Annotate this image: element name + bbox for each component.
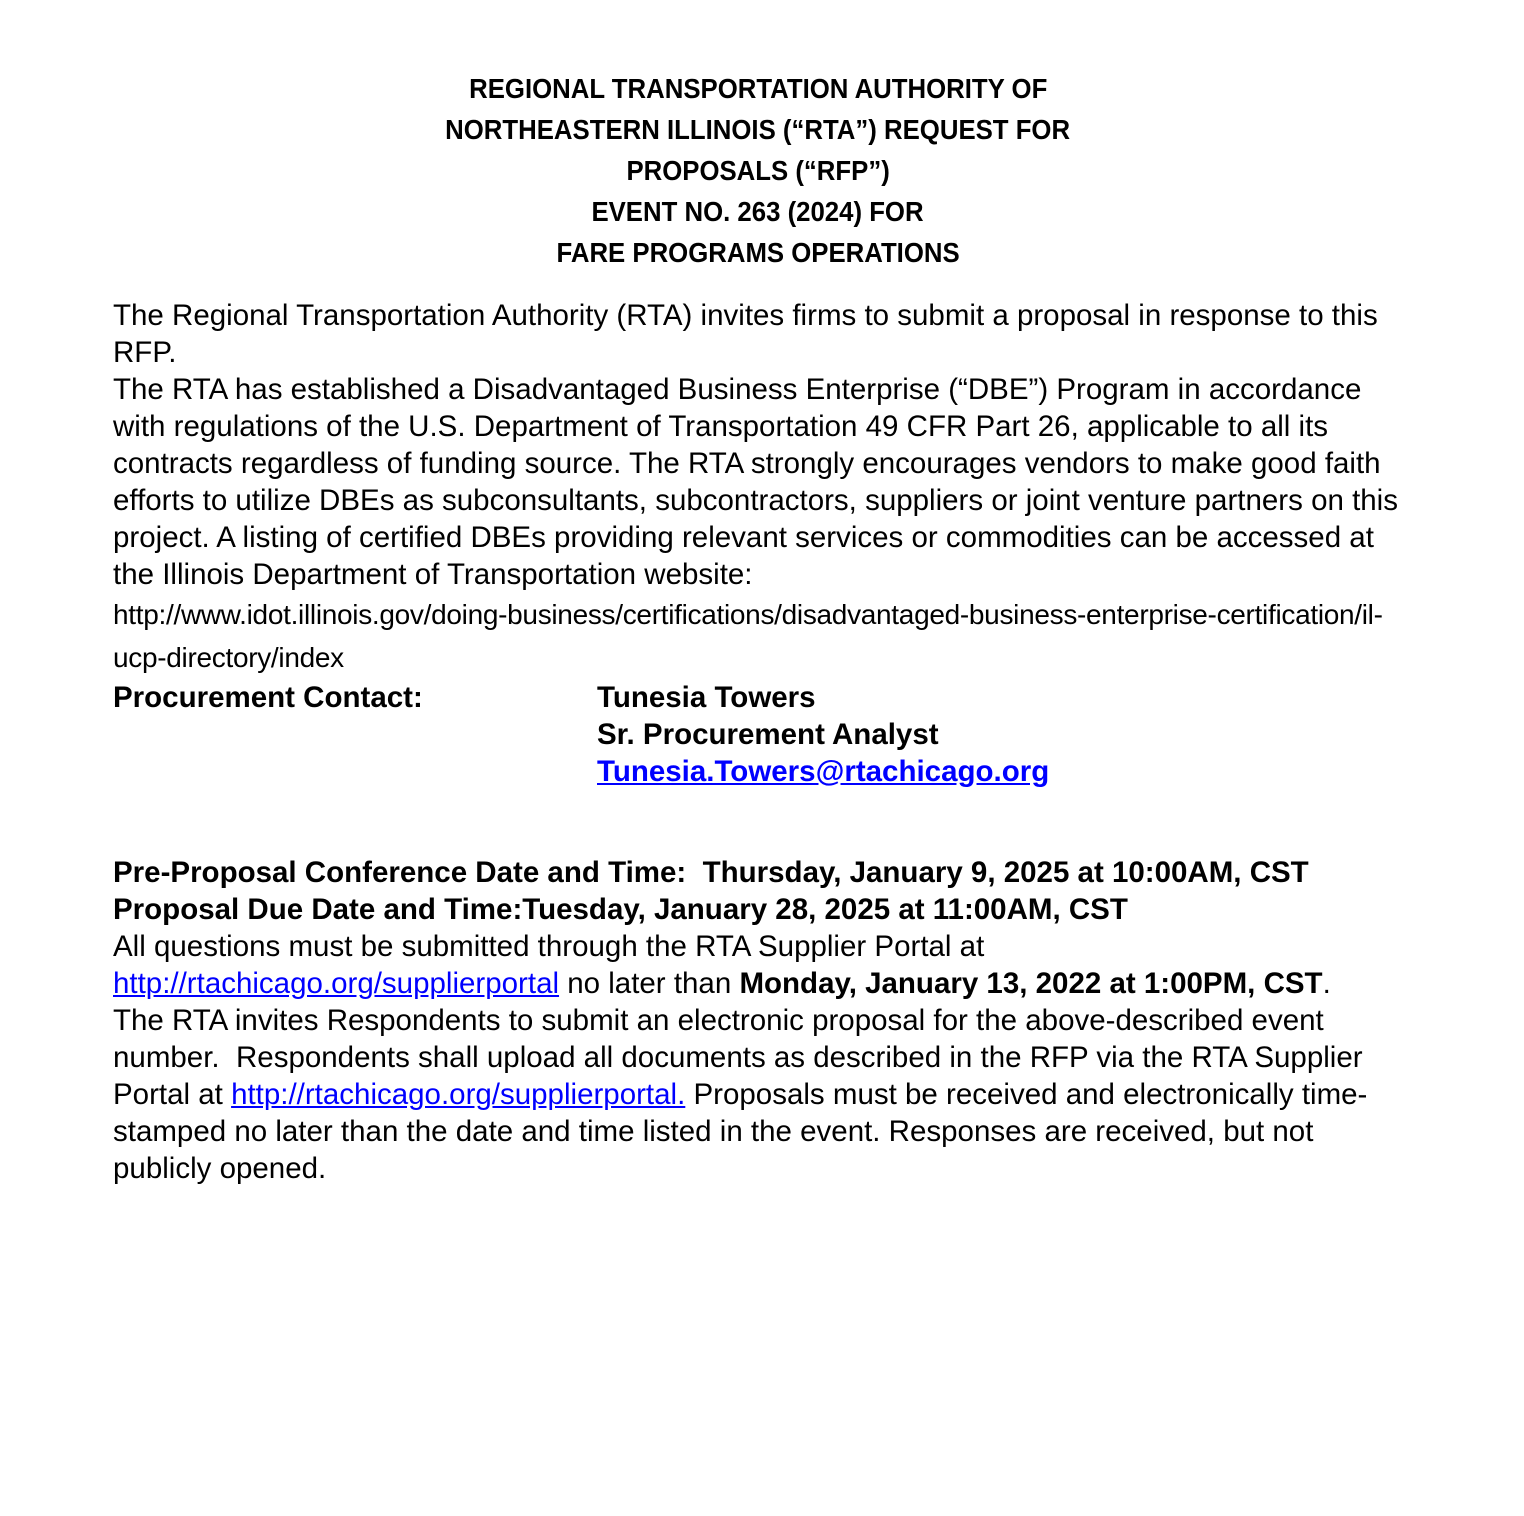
title-line-2: NORTHEASTERN ILLINOIS (“RTA”) REQUEST FOR [445, 114, 1071, 145]
questions-text-3: . [1322, 967, 1331, 1000]
submission-text-1: The RTA invites Respondents to submit an electronic proposal for the above-described event number. Respondents shall upload all documents as described in the RFP via the RTA Supplier Portal at [113, 1004, 1371, 1111]
title-line-3: PROPOSALS (“RFP”) [626, 155, 890, 186]
submission-text-2: Proposals must be received and electronically time-stamped no later than the date and time listed in the event. Responses are received, but not publicly opened. [113, 1078, 1368, 1185]
procurement-contact-block [113, 679, 1403, 790]
schedule-paragraph: Pre-Proposal Conference Date and Time: Thursday, January 9, 2025 at 10:00AM, CST Proposal Due Date and Time:Tuesday, January 28, 2025 at 11:00AM, CST [113, 856, 1317, 926]
submission-paragraph [113, 1002, 1403, 1187]
document-title [113, 68, 1403, 273]
contact-name: Tunesia Towers [597, 681, 816, 714]
questions-deadline: Monday, January 13, 2022 at 1:00PM, CST [739, 967, 1323, 1000]
document-content [113, 68, 1403, 1187]
questions-text-2: no later than [559, 967, 740, 1000]
title-line-5: FARE PROGRAMS OPERATIONS [556, 237, 960, 268]
title-line-1: REGIONAL TRANSPORTATION AUTHORITY OF [468, 73, 1048, 104]
contact-value [597, 679, 1049, 790]
contact-email-link[interactable]: Tunesia.Towers@rtachicago.org [597, 755, 1050, 788]
intro-paragraph: The Regional Transportation Authority (RTA) invites firms to submit a proposal in response to this RFP. [113, 299, 1378, 369]
submission-portal-link[interactable]: http://rtachicago.org/supplierportal. [231, 1078, 686, 1111]
contact-label: Procurement Contact: [113, 681, 423, 714]
idot-directory-url: http://www.idot.illinois.gov/doing-business/certifications/disadvantaged-business-enterprise-certification/il-ucp-directory/index [113, 599, 1383, 673]
supplier-portal-link[interactable]: http://rtachicago.org/supplierportal [113, 967, 560, 1000]
questions-text-1: All questions must be submitted through the RTA Supplier Portal at [113, 930, 985, 963]
contact-email-line [597, 753, 1049, 790]
title-line-4: EVENT NO. 263 (2024) FOR [591, 196, 925, 227]
contact-title: Sr. Procurement Analyst [597, 718, 939, 751]
dbe-paragraph: The RTA has established a Disadvantaged Business Enterprise (“DBE”) Program in accordance with regulations of the U.S. Department of Transportation 49 CFR Part 26, applicable to all its contracts regardless of funding source. The RTA strongly encourages vendors to make good faith efforts to utilize DBEs as subconsultants, subcontractors, suppliers or joint venture partners on this project. A listing of certified DBEs providing relevant services or commodities can be accessed at the Illinois Department of Transportation website: [113, 373, 1398, 591]
questions-paragraph [113, 928, 1403, 1002]
